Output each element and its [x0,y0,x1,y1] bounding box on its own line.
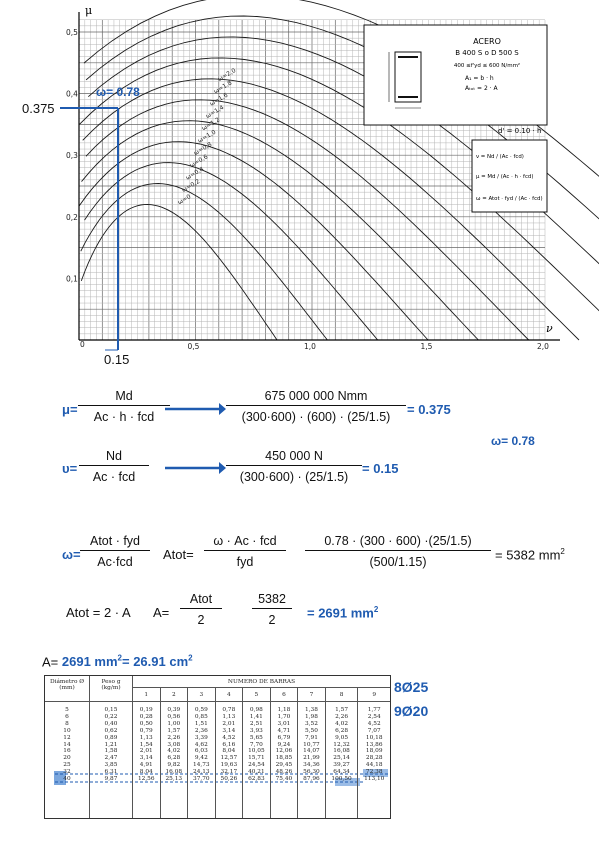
a-conversion-line [42,654,193,669]
omega-symbol: ω= [62,547,81,562]
area-cell: 4,52 [367,720,381,727]
formula-nu: ν = Nd / (Ac · fcd) [476,154,524,160]
area-cell: 0,85 [194,713,208,720]
area-cell: 0,50 [139,720,153,727]
area-cell: 1,00 [167,720,181,727]
mu-substitution [226,389,406,424]
weight-column [90,702,133,819]
omega-curve-label: ω=0,8 [192,141,214,157]
area-cell: 28,28 [365,755,383,762]
count-header: 8 [325,688,358,702]
bar-area-table [44,675,391,819]
a-conversion-cm: = 26.91 $cm^2$ [122,654,193,670]
area-cell: 7,07 [367,727,381,734]
omega-result [495,547,565,562]
a-fraction [180,592,222,627]
area-cell: 0,56 [167,713,181,720]
count-column [160,702,188,819]
area-cell: 0,28 [139,713,153,720]
area-cell: 12,32 [333,741,350,748]
area-cell: 4,91 [139,762,153,769]
area-cell: 9,05 [335,734,349,741]
nu-sub-denominator: (300·600) · (25/1.5) [239,470,349,484]
area-cell: 25,14 [333,755,350,762]
omega-curve-label: ω=0,6 [188,153,210,170]
omega-curve-label: ω=1,4 [204,104,226,120]
diameter-cell: 40 [63,776,71,783]
area-cell: 1,54 [139,741,153,748]
diameter-cell: 10 [63,727,71,734]
count-column [133,702,161,819]
count-header: 2 [160,688,188,702]
bars-choice-2: 9Ø20 [394,703,429,719]
steel-limit: 400 ≤f'yd ≤ 600 N/mm² [453,63,521,69]
area-cell: 2,26 [167,734,181,741]
nu-numerator: Nd [106,449,122,463]
count-header: 9 [358,688,390,702]
diameter-cell: 32 [63,769,71,776]
atot-denominator: fyd [236,555,254,569]
count-column [243,702,271,819]
area-cell: 3,93 [249,727,263,734]
a-numerator: Atot [189,592,213,606]
area-cell: 7,91 [304,734,318,741]
area-cell: 4,02 [167,748,181,755]
bars-choice-1: 8Ø25 [394,679,429,695]
weight-cell: 1,58 [104,748,118,755]
cover-note: d' = 0.10 · h [498,127,542,135]
area-cell: 1,41 [249,713,263,720]
x-marker-label: 0.15 [104,352,130,367]
area-cell: 25,13 [165,776,183,783]
area-cell: 34,36 [303,762,320,769]
area-cell: 14,73 [193,762,210,769]
arrow-icon [163,461,227,475]
area-cell: 40,21 [248,769,265,776]
area-cell: 0,79 [139,727,153,734]
omega-substitution [305,534,491,569]
count-column [215,702,243,819]
area-cell: 0,59 [194,707,208,713]
area-cell: 9,82 [167,762,181,769]
area-cell: 4,62 [194,741,208,748]
diameter-cell: 8 [65,720,69,727]
area-cell: 21,99 [303,755,320,762]
weight-cell: 2,47 [104,755,118,762]
area-cell: 10,18 [365,734,383,741]
area-cell: 1,98 [304,713,318,720]
area-cell: 5,50 [304,727,318,734]
atot-equals-2a: Atot = 2 · A [66,605,131,620]
area-cell: 6,28 [335,727,349,734]
weight-cell: 0,40 [104,720,118,727]
omega-curve-label: ω=1,6 [208,91,230,108]
weight-cell: 0,62 [104,727,118,734]
omega-result-text: = 5382 mm [495,547,561,563]
area-cell: 1,57 [335,707,349,713]
area-cell: 8,04 [222,748,236,755]
omega-side-note: ω= 0.78 [491,434,535,448]
area-cell: 2,51 [249,720,263,727]
area-cell: 10,05 [248,748,265,755]
omega-sub-denominator: (500/1.15) [369,555,427,569]
y-tick-label: 0,1 [66,274,78,284]
count-header: 5 [243,688,271,702]
area-cell: 2,36 [194,727,208,734]
x-tick-label: 1,5 [420,342,433,351]
a-denominator: 2 [197,613,205,627]
weight-cell: 0,22 [104,713,118,720]
a-conversion-mm-exp: 2 [117,654,122,663]
area-cell: 4,52 [222,734,236,741]
area-cell: 37,70 [193,776,210,783]
area-cell: 12,06 [275,748,293,755]
area-cell: 113,10 [364,776,385,783]
y-marker-label: 0.375 [22,101,55,116]
area-cell: 1,13 [139,734,153,741]
area-cell: 9,24 [277,741,291,748]
weight-cell: 0,15 [104,707,118,713]
weight-cell: 0,89 [104,734,118,741]
y-axis-symbol: μ [85,4,93,17]
interaction-diagram [0,0,599,370]
area-cell: 2,54 [367,713,381,720]
nu-fraction [79,449,149,484]
area-cell: 87,96 [303,776,320,783]
omega-fraction [80,534,150,569]
omega-sub-numerator: 0.78 · (300 · 600) ·(25/1.5) [324,534,472,548]
mu-fraction [78,389,170,424]
area-cell: 3,39 [194,734,208,741]
area-cell: 1,57 [167,727,181,734]
area-cell: 9,42 [194,755,208,762]
mu-denominator: Ac · h · fcd [93,410,155,424]
area-cell: 16,08 [333,748,350,755]
area-cell: 18,85 [275,755,293,762]
area-cell: 1,18 [277,707,291,713]
area-cell: 1,77 [367,707,381,713]
area-cell: 0,39 [167,707,181,713]
area-cell: 7,70 [249,741,263,748]
count-header: 3 [188,688,216,702]
area-cell: 64,34 [333,769,350,776]
a-conversion-mm: 2691 $mm^2$ [61,654,122,670]
diameter-cell: 14 [63,741,71,748]
area-cell: 2,01 [222,720,236,727]
area-cell: 48,26 [275,769,293,776]
area-cell: 50,26 [220,776,238,783]
area-cell: 29,45 [275,762,293,769]
area-cell: 12,57 [220,755,238,762]
area-cell: 3,01 [277,720,291,727]
omega-curve-label: ω=1,2 [200,116,222,133]
area-cell: 62,83 [248,776,265,783]
a-result-exp: 2 [373,605,379,614]
steel-box [364,25,547,125]
area-cell: 3,08 [167,741,181,748]
weight-cell: 6,31 [104,769,118,776]
y-tick-label: 0,5 [66,28,78,37]
area-cell: 39,27 [333,762,350,769]
area-cell: 24,13 [193,769,210,776]
count-column [270,702,298,819]
area-cell: 13,86 [365,741,383,748]
omega-curve-label: ω=0 [176,193,193,207]
area-cell: 10,77 [303,741,320,748]
count-header: 6 [270,688,298,702]
x-axis-symbol: ν [546,322,553,335]
area-cell: 1,70 [277,713,291,720]
count-column [358,702,390,819]
area-cell: 16,08 [165,769,183,776]
weight-cell: 9,87 [104,776,118,783]
atot-numerator: ω · Ac · fcd [213,534,277,548]
area-cell: 44,18 [365,762,383,769]
area-cell: 14,07 [303,748,320,755]
a-sub-numerator: 5382 [258,592,286,606]
area-cell: 6,79 [277,734,291,741]
nu-denominator: Ac · fcd [92,470,136,484]
arrow-icon [163,402,227,416]
a-result-text: = 2691 mm [307,605,374,621]
count-header: 1 [133,688,161,702]
nu-sub-numerator: 450 000 N [265,449,323,463]
nu-substitution [226,449,362,484]
area-cell: 0,98 [249,707,263,713]
omega-curve-label: ω=0,2 [180,178,202,194]
weight-cell: 1,21 [104,741,118,748]
mu-sub-denominator: (300·600) · (600) · (25/1.5) [241,410,391,424]
omega-curve-label: ω=1,8 [212,79,234,96]
nu-symbol: υ= [62,461,78,476]
area-cell: 1,38 [304,707,318,713]
steel-title: ACERO [473,37,501,46]
col-header-peso: Peso g (kg/m) [90,676,133,702]
area-cell: 4,71 [277,727,291,734]
count-column [298,702,326,819]
omega-curve-label: ω=2,0 [216,67,238,84]
steel-grades: B 400 S o D 500 S [455,49,519,57]
diameter-cell: 5 [65,707,69,713]
area-cell: 100,50 [331,776,352,783]
a-sub-denominator: 2 [268,613,276,627]
area-cell: 32,17 [220,769,238,776]
count-header: 4 [215,688,243,702]
area-cell: 15,71 [248,755,265,762]
nu-result: = 0.15 [362,461,399,476]
formula-mu: μ = Md / (Ac · h · fcd) [476,174,534,180]
steel-formula-1: A₁ = b · h [465,75,494,82]
a-conversion-cm-exp: 2 [188,654,193,663]
area-cell: 8,04 [139,769,153,776]
x-tick-label: 2,0 [537,342,549,351]
omega-marker-label: ω= 0.78 [96,85,140,99]
a-conversion-label: A= [42,654,59,670]
area-cell: 5,65 [249,734,263,741]
count-column [188,702,216,819]
area-cell: 0,19 [139,707,153,713]
diameter-cell: 25 [63,762,71,769]
weight-cell: 3,85 [104,762,118,769]
area-cell: 1,13 [222,713,236,720]
area-cell: 0,78 [222,707,236,713]
omega-curve-label: ω=0,4 [184,165,206,182]
area-cell: 6,03 [194,748,208,755]
y-tick-label: 0,3 [66,151,78,161]
diameter-cell: 16 [63,748,71,755]
area-cell: 75,40 [275,776,293,783]
a-result [307,605,378,620]
diameter-cell: 12 [63,734,71,741]
y-tick-label: 0,4 [66,89,78,99]
area-cell: 24,54 [248,762,265,769]
area-cell: 6,16 [222,741,236,748]
area-cell: 19,63 [220,762,238,769]
area-cell: 3,14 [139,755,153,762]
x-tick-label: 0,5 [187,342,200,351]
formula-box [472,140,547,212]
mu-sub-numerator: 675 000 000 Nmm [264,389,368,403]
omega-numerator: Atot · fyd [89,534,141,548]
count-column [325,702,358,819]
area-cell: 6,28 [167,755,181,762]
area-cell: 2,01 [139,748,153,755]
area-cell: 18,09 [365,748,383,755]
steel-formula-2: Aₜₒₜ = 2 · A [465,85,498,92]
area-cell: 56,30 [303,769,320,776]
atot-label: Atot= [163,547,194,562]
diameter-cell: 6 [65,713,69,720]
col-header-diametro: Diámetro Ø (mm) [45,676,90,702]
area-cell: 12,56 [137,776,155,783]
diameter-cell: 20 [63,755,71,762]
y-tick-label: 0,2 [66,212,78,222]
diameter-column [45,702,90,819]
mu-symbol: μ= [62,402,78,417]
mu-numerator: Md [115,389,133,403]
atot-fraction [204,534,286,569]
mu-result: = 0.375 [407,402,451,417]
a-substitution [252,592,292,627]
area-cell: 3,52 [304,720,318,727]
area-cell: 3,14 [222,727,236,734]
y-tick-label: 0 [80,340,85,349]
col-header-numero: NUMERO DE BARRAS [133,676,391,688]
area-cell: 2,26 [335,713,349,720]
area-cell: 4,02 [335,720,349,727]
area-cell: 1,51 [194,720,208,727]
a-label: A= [153,605,170,620]
omega-curve-label: ω=1,0 [196,128,218,145]
count-header: 7 [298,688,326,702]
formula-omega: ω = Atot · fyd / (Ac · fcd) [476,196,543,202]
omega-denominator: Ac·fcd [97,555,133,569]
x-tick-label: 1,0 [304,342,316,351]
omega-result-exp: 2 [560,547,565,556]
area-cell: 72,38 [365,769,383,776]
